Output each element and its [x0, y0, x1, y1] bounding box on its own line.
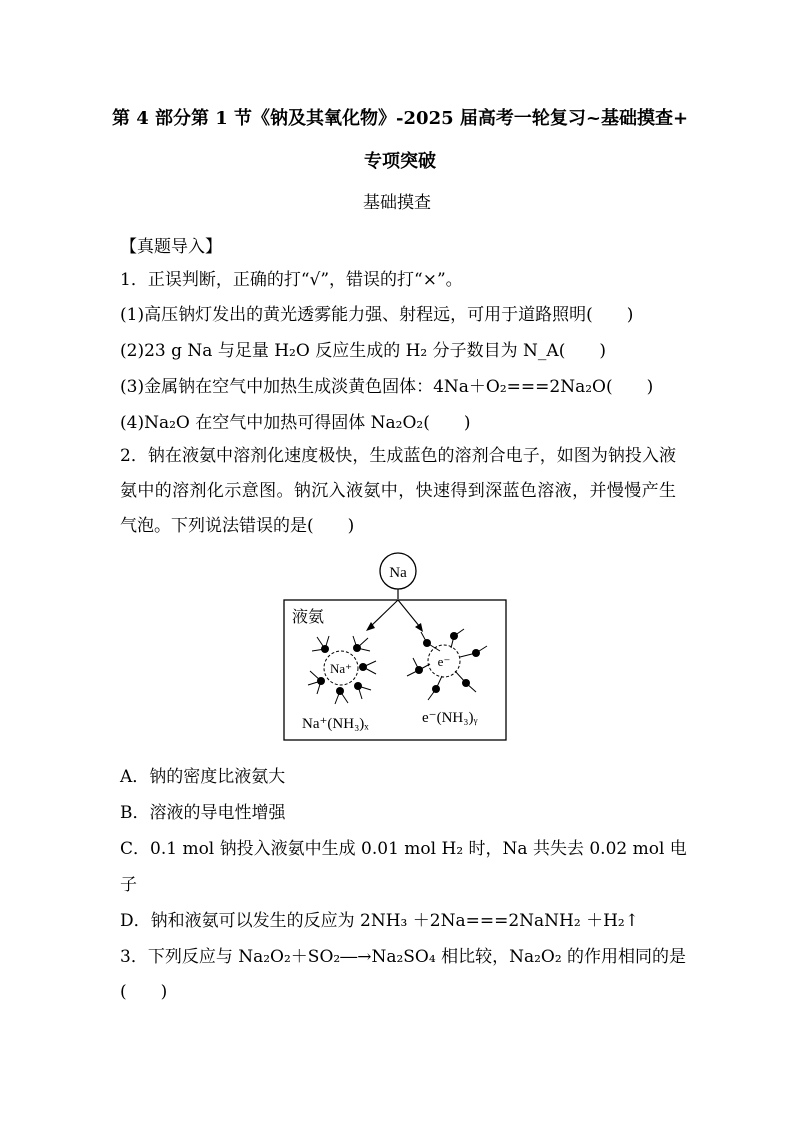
question-3-stem: 3．下列反应与 Na₂O₂＋SO₂―→Na₂SO₄ 相比较，Na₂O₂ 的作用相同的是	[120, 947, 687, 967]
solvation-diagram	[280, 550, 516, 744]
sodium-cation-caption: Na⁺(NH₃)ₓ	[302, 716, 369, 732]
question-2-stem: 2．钠在液氨中溶剂化速度极快，生成蓝色的溶剂合电子，如图为钠投入液氨中的溶剂化示意图。钠沉入液氨中，快速得到深蓝色溶液，并慢慢产生气泡。下列说法错误的是( )	[120, 446, 676, 536]
question-1-item-2: (2)23 g Na 与足量 H₂O 反应生成的 H₂ 分子数目为 N_A( )	[120, 341, 606, 361]
question-3-answer-blank: ( )	[120, 982, 168, 1002]
liquid-ammonia-label: 液氨	[292, 609, 325, 626]
document-title-line2: 专项突破	[364, 151, 436, 172]
sodium-atom-label: Na	[389, 565, 407, 581]
question-2-option-c-continued: 子	[120, 875, 137, 895]
section-heading: 基础摸查	[363, 193, 431, 213]
question-1-item-1: (1)高压钠灯发出的黄光透雾能力强、射程远，可用于道路照明( )	[120, 305, 634, 325]
sodium-cation-label: Na⁺	[329, 661, 353, 676]
question-1-item-3: (3)金属钠在空气中加热生成淡黄色固体：4Na＋O₂===2Na₂O( )	[120, 377, 654, 397]
sodium-cation-cluster	[308, 636, 376, 704]
arrow-left	[370, 600, 398, 627]
solvated-electron-cluster	[407, 629, 487, 700]
question-2-option-d: D．钠和液氨可以发生的反应为 2NH₃ ＋2Na===2NaNH₂ ＋H₂↑	[120, 911, 639, 931]
question-2-option-c: C．0.1 mol 钠投入液氨中生成 0.01 mol H₂ 时，Na 共失去 0.02 mol 电	[120, 839, 687, 859]
question-1-item-4: (4)Na₂O 在空气中加热可得固体 Na₂O₂( )	[120, 413, 471, 433]
arrow-right	[398, 600, 420, 627]
question-2-option-b: B．溶液的导电性增强	[120, 803, 286, 823]
electron-caption: e⁻(NH₃)ᵧ	[422, 710, 478, 726]
question-2-option-a: A．钠的密度比液氨大	[120, 767, 286, 787]
question-1-stem: 1．正误判断，正确的打“√”，错误的打“×”。	[120, 270, 463, 290]
document-title-line1: 第 4 部分第 1 节《钠及其氧化物》-2025 届高考一轮复习~基础摸查+	[111, 108, 689, 129]
electron-label: e⁻	[437, 654, 451, 669]
intro-heading: 【真题导入】	[120, 237, 222, 257]
